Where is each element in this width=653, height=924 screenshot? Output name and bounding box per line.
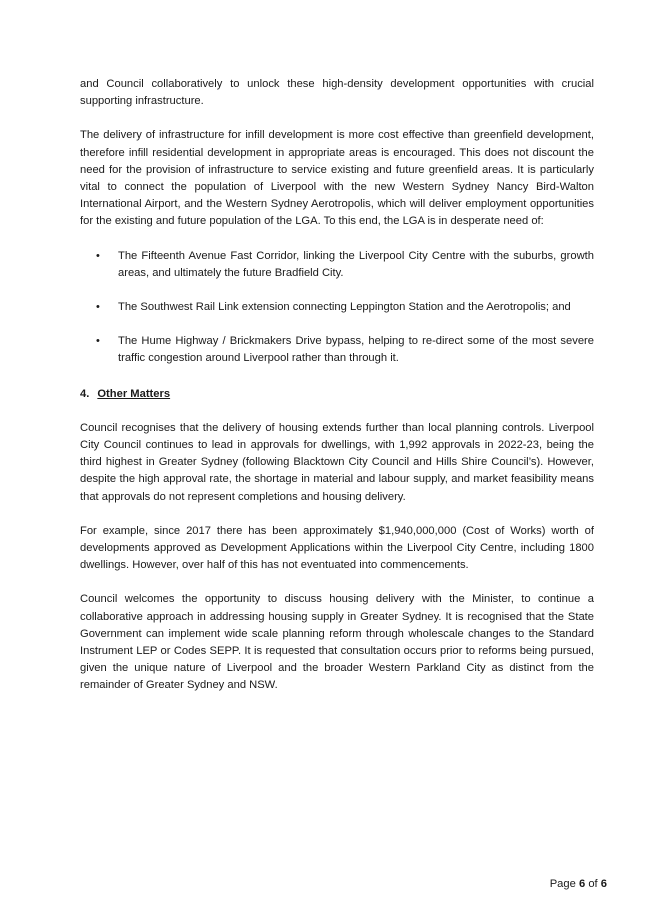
paragraph-continuation: and Council collaboratively to unlock these high-density development opportunities with crucial supporting infrastructure. [80, 78, 594, 108]
footer-page-word: Page [549, 878, 576, 890]
section-title: Other Matters [97, 387, 171, 400]
bullet-icon: • [96, 249, 100, 262]
list-item [80, 248, 594, 282]
list-item [80, 299, 594, 316]
section-number: 4. [80, 387, 90, 400]
infrastructure-list [80, 248, 594, 368]
page-number-footer [0, 878, 607, 890]
paragraph-housing-delivery: Council recognises that the delivery of housing extends further than local planning controls. Liverpool City Council continues to lead in approvals for dwellings, with 1,992 approvals in 2022-23, being the third highest in Greater Sydney (following Blacktown City Council and Hills Shire Council’s). However, despite the high approval rate, the shortage in material and labour supply, and market feasibility means that approvals do not represent completions and housing delivery. [80, 421, 594, 503]
footer-current-page: 6 [578, 878, 586, 890]
list-item-text: The Hume Highway / Brickmakers Drive bypass, helping to re-direct some of the most severe traffic congestion around Liverpool rather than through it. [118, 335, 594, 365]
list-item-text: The Southwest Rail Link extension connecting Leppington Station and the Aerotropolis; and [118, 301, 571, 314]
paragraph-consultation: Council welcomes the opportunity to discuss housing delivery with the Minister, to continue a collaborative approach in addressing housing supply in Greater Sydney. It is recognised that the State Government can implement wide scale planning reform through wholescale changes to the Standard Instrument LEP or Codes SEPP. It is requested that consultation occurs prior to reforms being pursued, given the unique nature of Liverpool and the broader Western Parkland City as distinct from the remainder of Greater Sydney and NSW. [80, 593, 594, 692]
section-heading [80, 386, 594, 403]
bullet-icon: • [96, 301, 100, 314]
footer-of-word: of [588, 878, 598, 890]
paragraph-example: For example, since 2017 there has been approximately $1,940,000,000 (Cost of Works) worth of developments approved as Development Applications within the Liverpool City Centre, including 1800 dwellings. However, over half of this has not eventuated into commencements. [80, 524, 594, 572]
list-item-text: The Fifteenth Avenue Fast Corridor, linking the Liverpool City Centre with the suburbs, growth areas, and ultimately the future Bradfield City. [118, 249, 594, 279]
bullet-icon: • [96, 335, 100, 348]
footer-total-pages: 6 [600, 878, 607, 890]
paragraph-infrastructure: The delivery of infrastructure for infill development is more cost effective than greenfield development, therefore infill residential development in appropriate areas is encouraged. This does not discount the need for the provision of infrastructure to service existing and future greenfield areas. It is particularly vital to connect the population of Liverpool with the new Western Sydney Nancy Bird-Walton International Airport, and the Western Sydney Aerotropolis, which will deliver employment opportunities for the existing and future population of the LGA. To this end, the LGA is in desperate need of: [80, 129, 594, 228]
list-item [80, 333, 594, 367]
document-body [80, 76, 594, 695]
